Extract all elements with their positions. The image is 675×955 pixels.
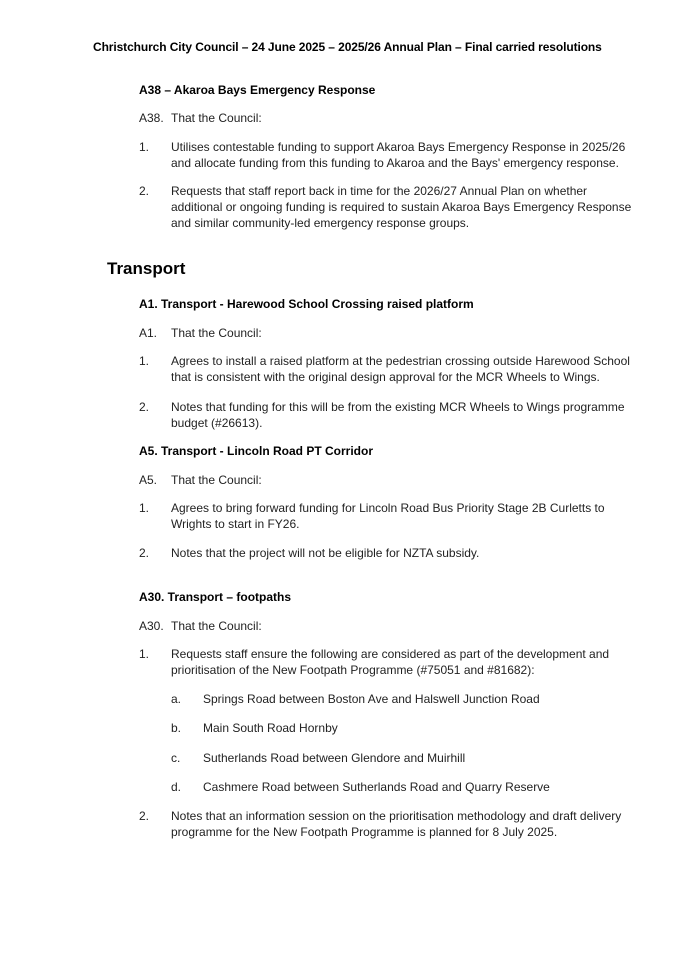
list-item-line: Agrees to bring forward funding for Lincoln Road Bus Priority Stage 2B Curletts to — [171, 501, 605, 515]
list-item-line: Notes that an information session on the prioritisation methodology and draft delivery — [171, 809, 622, 823]
list-item-number: 1. — [139, 501, 150, 515]
list-item-line: additional or ongoing funding is required to sustain Akaroa Bays Emergency Response — [171, 200, 632, 214]
list-item-line: Requests that staff report back in time for the 2026/27 Annual Plan on whether — [171, 184, 588, 198]
list-item-number: 2. — [139, 184, 150, 198]
resolution-title: A38 – Akaroa Bays Emergency Response — [139, 83, 376, 97]
intro-text: That the Council: — [171, 326, 262, 340]
intro-number: A30. — [139, 619, 164, 633]
sublist-item-text: Springs Road between Boston Ave and Halswell Junction Road — [203, 692, 540, 706]
intro-number: A38. — [139, 111, 164, 125]
list-item-line: Requests staff ensure the following are considered as part of the development and — [171, 647, 610, 661]
intro-text: That the Council: — [171, 111, 262, 125]
intro-number: A5. — [139, 473, 158, 487]
page-header-title: Christchurch City Council – 24 June 2025 – 2025/26 Annual Plan – Final carried resolutions — [93, 40, 602, 54]
list-item-line: Notes that funding for this will be from the existing MCR Wheels to Wings programme — [171, 400, 625, 414]
list-item-line: Utilises contestable funding to support Akaroa Bays Emergency Response in 2025/26 — [171, 140, 626, 154]
intro-number: A1. — [139, 326, 158, 340]
sublist-item-text: Main South Road Hornby — [203, 721, 338, 735]
section-title: Transport — [107, 259, 186, 278]
list-item-line: that is consistent with the original design approval for the MCR Wheels to Wings. — [171, 370, 600, 384]
list-item-number: 2. — [139, 400, 150, 414]
list-item-line: and similar community-led emergency response groups. — [171, 216, 470, 230]
list-item-number: 1. — [139, 647, 150, 661]
list-item-line: prioritisation of the New Footpath Programme (#75051 and #81682): — [171, 663, 535, 677]
list-item-line: Notes that the project will not be eligible for NZTA subsidy. — [171, 546, 480, 560]
resolution-title: A1. Transport - Harewood School Crossing raised platform — [139, 297, 474, 311]
sublist-item-text: Cashmere Road between Sutherlands Road and Quarry Reserve — [203, 780, 550, 794]
list-item-number: 2. — [139, 546, 150, 560]
intro-text: That the Council: — [171, 619, 262, 633]
list-item-number: 1. — [139, 354, 150, 368]
intro-text: That the Council: — [171, 473, 262, 487]
list-item-number: 2. — [139, 809, 150, 823]
list-item-line: budget (#26613). — [171, 416, 263, 430]
sublist-item-letter: b. — [171, 721, 182, 735]
sublist-item-letter: a. — [171, 692, 182, 706]
list-item-line: Wrights to start in FY26. — [171, 517, 300, 531]
list-item-line: programme for the New Footpath Programme is planned for 8 July 2025. — [171, 825, 558, 839]
resolution-title: A30. Transport – footpaths — [139, 590, 292, 604]
resolution-title: A5. Transport - Lincoln Road PT Corridor — [139, 444, 374, 458]
sublist-item-letter: c. — [171, 751, 181, 765]
sublist-item-letter: d. — [171, 780, 182, 794]
sublist-item-text: Sutherlands Road between Glendore and Muirhill — [203, 751, 466, 765]
list-item-number: 1. — [139, 140, 150, 154]
list-item-line: and allocate funding from this funding to Akaroa and the Bays' emergency response. — [171, 156, 619, 170]
list-item-line: Agrees to install a raised platform at the pedestrian crossing outside Harewood School — [171, 354, 630, 368]
